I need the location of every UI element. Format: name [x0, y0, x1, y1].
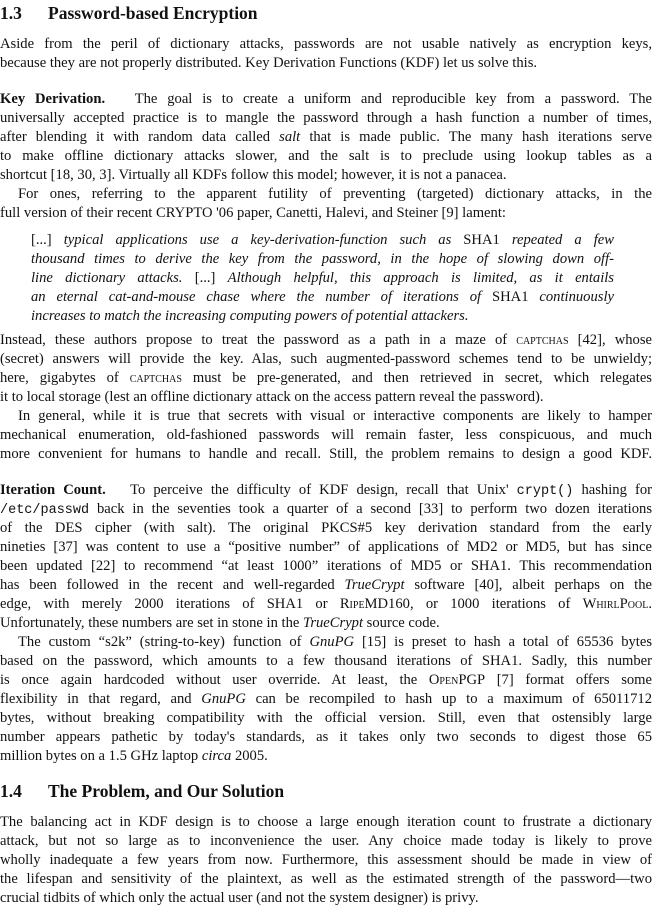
section-number: 1.4: [0, 781, 22, 801]
section-title: Password-based Encryption: [48, 3, 258, 23]
emphasis: continuously: [539, 289, 614, 305]
text-run: SHA1: [451, 232, 512, 248]
paragraph-line: universally accepted practice is to mangle the password through a hash function a number of times,: [0, 110, 652, 126]
text-run: is once again hardcoded without user override. At least, the: [0, 672, 429, 688]
text-run: .: [648, 596, 652, 612]
text-run: edge, with merely 2000 iterations of SHA1 or: [0, 596, 340, 612]
paragraph-line: based on the password, which amounts to a few thousand iterations of SHA1. Sadly, this number: [0, 653, 652, 669]
paragraph-line: been updated [22] to recommend “at least 1000” iterations of MD5 or SHA1. This recommendation: [0, 558, 652, 574]
paragraph-line: For ones, referring to the apparent futility of preventing (targeted) dictionary attacks, in the: [18, 186, 652, 202]
paragraph-line: [0, 747, 652, 766]
emphasis: typical applications use a key-derivation-function such as: [63, 232, 452, 248]
paragraph-line: number appears pathetic by today's standards, as it takes only two seconds to digest those 65: [0, 729, 652, 745]
small-caps-term: captchas: [516, 332, 569, 348]
text-run: [...]: [182, 270, 228, 286]
paragraph-line: nineties [37] was content to use a “positive number” of applications of MD2 or MD5, but has since: [0, 539, 652, 555]
text-run: [42], whose: [568, 332, 652, 348]
emphasis: increases to match the increasing computing powers of potential attackers.: [31, 308, 469, 324]
text-run: SHA1: [481, 289, 540, 305]
paragraph-line: attack, but not so large as to inconvenience the user. Any choice made today is likely to prove: [0, 833, 652, 849]
emphasis: repeated a few: [511, 232, 614, 248]
quote-line: [31, 269, 614, 288]
section-heading-1-4: [0, 780, 284, 802]
small-caps-term: OpenPGP: [428, 672, 486, 688]
text-run: flexibility in that regard, and: [0, 691, 202, 707]
text-run: that is made public. The many hash iterations serve: [300, 129, 652, 145]
section-title: The Problem, and Our Solution: [48, 781, 285, 801]
quote-line: [31, 288, 614, 307]
section-number: 1.3: [0, 3, 22, 23]
paragraph-line: Aside from the peril of dictionary attacks, passwords are not usable natively as encryption keys,: [0, 36, 652, 52]
emphasis: Although helpful, this approach is limited, as it entails: [227, 270, 614, 286]
text-run: has been followed in the recent and well-regarded: [0, 577, 345, 593]
text-run: , or 1000 iterations of: [409, 596, 583, 612]
text-run: must be pre-generated, and then retrieved in secret, which relegates: [181, 370, 652, 386]
emphasis: line dictionary attacks.: [31, 270, 183, 286]
paragraph-line: full version of their recent CRYPTO '06 paper, Canetti, Halevi, and Steiner [9] lament:: [0, 205, 506, 221]
text-run: The custom “s2k” (string-to-key) function of: [18, 634, 310, 650]
text-run: after blending it with random data called: [0, 129, 280, 145]
text-run: Instead, these authors propose to treat the password as a path in a maze of: [0, 332, 517, 348]
emphasis: an eternal cat-and-mouse chase where the number of iterations of: [31, 289, 482, 305]
emphasis: TrueCrypt: [344, 577, 405, 593]
paragraph-line: [0, 671, 652, 690]
paragraph-line: [0, 481, 652, 501]
emphasis: GnuPG: [201, 691, 246, 707]
small-caps-term: captchas: [129, 370, 182, 386]
text-run: source code.: [363, 615, 440, 631]
emphasis: circa: [201, 748, 232, 764]
code-term: crypt(): [516, 484, 574, 499]
text-run: hashing for: [573, 482, 652, 498]
paragraph-line: crucial tidbits of which only the actual user (and not the system designer) is privy.: [0, 890, 479, 906]
emphasis: thousand times to derive the key from the password, in the hope of slowing down off-: [31, 251, 614, 267]
code-term: /etc/passwd: [0, 503, 90, 518]
text-run: [...]: [31, 232, 64, 248]
paragraph-line: (secret) answers will provide the key. Alas, such augmented-password schemes tend to be unwieldy;: [0, 351, 652, 367]
paragraph-line: The balancing act in KDF design is to choose a large enough iteration count to frustrate a dictionary: [0, 814, 652, 830]
emphasis: salt: [279, 129, 301, 145]
paragraph-line: to make offline dictionary attacks slower, and the salt is to preclude using lookup tables as a: [0, 148, 652, 164]
paragraph-line: more convenient for humans to handle and recall. Still, the problem remains to design a good KDF.: [0, 446, 652, 462]
paragraph-line: [0, 690, 652, 709]
paragraph-line: [0, 500, 652, 520]
quote-line: [31, 250, 614, 269]
paragraph-line: because they are not properly distributed. Key Derivation Functions (KDF) let us solve this.: [0, 55, 538, 71]
paragraph-line: [0, 595, 652, 614]
paragraph-line: it to local storage (lest an offline dictionary attack on the access pattern reveal the password).: [0, 389, 544, 405]
text-run: To perceive the difficulty of KDF design, recall that Unix': [130, 482, 517, 498]
text-run: 2005.: [231, 748, 268, 764]
emphasis: TrueCrypt: [303, 615, 364, 631]
paragraph-line: wholly inadequate a few years from now. Furthermore, this assessment should be made in view of: [0, 852, 652, 868]
text-run: here, gigabytes of: [0, 370, 130, 386]
paragraph-line: [0, 90, 652, 109]
paragraph-line: [0, 576, 652, 595]
text-run: [15] is preset to hash a total of 65536 bytes: [354, 634, 652, 650]
text-run: can be recompiled to hash up to a maximum of 65011712: [245, 691, 652, 707]
quote-line: [31, 307, 614, 326]
emphasis: GnuPG: [309, 634, 355, 650]
paragraph-line: [0, 369, 652, 388]
text-run: [7] format offers some: [485, 672, 652, 688]
text-run: Unfortunately, these numbers are set in stone in the: [0, 615, 304, 631]
text-run: software [40], albeit perhaps on the: [404, 577, 652, 593]
paragraph-line: bytes, without breaking compatibility with the official version. Still, even that ostensibly large: [0, 710, 652, 726]
run-in-heading-iteration-count: Iteration Count.: [0, 482, 106, 498]
paragraph-line: In general, while it is true that secrets with visual or interactive components are likely to hamper: [18, 408, 652, 424]
text-run: million bytes on a 1.5 GHz laptop: [0, 748, 202, 764]
small-caps-term: WhirlPool: [582, 596, 649, 612]
paragraph-line: the lifespan and sensitivity of the plaintext, as well as the estimated strength of the password—two: [0, 871, 652, 887]
paragraph-line: [0, 331, 652, 350]
paragraph-line: mechanical enumeration, old-fashioned passwords will remain faster, less conspicuous, and much: [0, 427, 652, 443]
paragraph-line: of the DES cipher (with salt). The original PKCS#5 key derivation standard from the early: [0, 520, 652, 536]
quote-line: [31, 231, 614, 250]
run-in-heading-key-derivation: Key Derivation.: [0, 91, 106, 107]
paragraph-line: [0, 614, 652, 633]
paragraph-line: [18, 633, 652, 652]
text-run: back in the seventies took a quarter of a second [33] to perform two dozen iterations: [89, 501, 652, 517]
small-caps-term: RipeMD160: [339, 596, 410, 612]
paragraph-line: [0, 128, 652, 147]
text-run: The goal is to create a uniform and reproducible key from a password. The: [134, 91, 652, 107]
section-heading-1-3: [0, 2, 258, 24]
paragraph-line: shortcut [18, 30, 3]. Virtually all KDFs follow this model; however, it is not a panacea.: [0, 167, 507, 183]
